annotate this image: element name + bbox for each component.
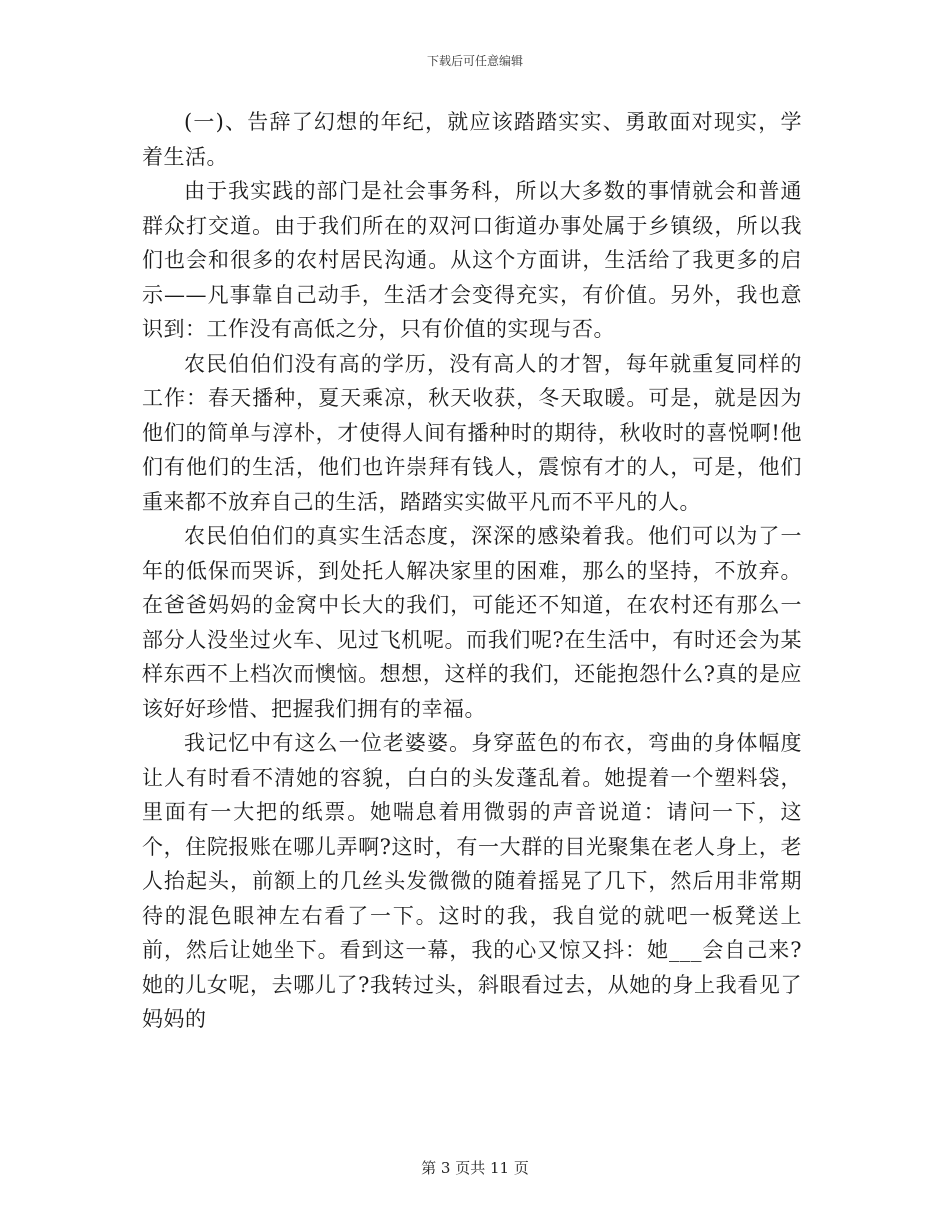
document-body — [142, 105, 802, 1037]
paragraph-2: 由于我实践的部门是社会事务科，所以大多数的事情就会和普通群众打交道。由于我们所在的双河口街道办事处属于乡镇级，所以我们也会和很多的农村居民沟通。从这个方面讲，生活给了我更多的启示——凡事靠自己动手，生活才会变得充实，有价值。另外，我也意识到：工作没有高低之分，只有价值的实现与否。 — [142, 179, 802, 341]
paragraph-4: 农民伯伯们的真实生活态度，深深的感染着我。他们可以为了一年的低保而哭诉，到处托人解决家里的困难，那么的坚持，不放弃。在爸爸妈妈的金窝中长大的我们，可能还不知道，在农村还有那么一部分人没坐过火车、见过飞机呢。而我们呢?在生活中，有时还会为某样东西不上档次而懊恼。想想，这样的我们，还能抱怨什么?真的是应该好好珍惜、把握我们拥有的幸福。 — [142, 524, 802, 721]
paragraph-1: (一)、告辞了幻想的年纪，就应该踏踏实实、勇敢面对现实，学着生活。 — [142, 110, 802, 169]
page-footer: 第 3 页共 11 页 — [421, 1159, 529, 1177]
paragraph-5: 我记忆中有这么一位老婆婆。身穿蓝色的布衣，弯曲的身体幅度让人有时看不清她的容貌，白白的头发蓬乱着。她提着一个塑料袋，里面有一大把的纸票。她喘息着用微弱的声音说道：请问一下，这个，住院报账在哪儿弄啊?这时，有一大群的目光聚集在老人身上，老人抬起头，前额上的几丝头发微微的随着摇晃了几下，然后用非常期待的混色眼神左右看了一下。这时的我，我自觉的就吧一板凳送上前，然后让她坐下。看到这一幕，我的心又惊又抖：她___会自己来?她的儿女呢，去哪儿了?我转过头，斜眼看过去，从她的身上我看见了妈妈的 — [142, 731, 802, 1031]
page-header: 下载后可任意编辑 — [426, 54, 523, 68]
paragraph-3: 农民伯伯们没有高的学历，没有高人的才智，每年就重复同样的工作：春天播种，夏天乘凉，秋天收获，冬天取暖。可是，就是因为他们的简单与淳朴，才使得人间有播种时的期待，秋收时的喜悦啊!他们有他们的生活，他们也许崇拜有钱人，震惊有才的人，可是，他们重来都不放弃自己的生活，踏踏实实做平凡而不平凡的人。 — [142, 351, 802, 514]
